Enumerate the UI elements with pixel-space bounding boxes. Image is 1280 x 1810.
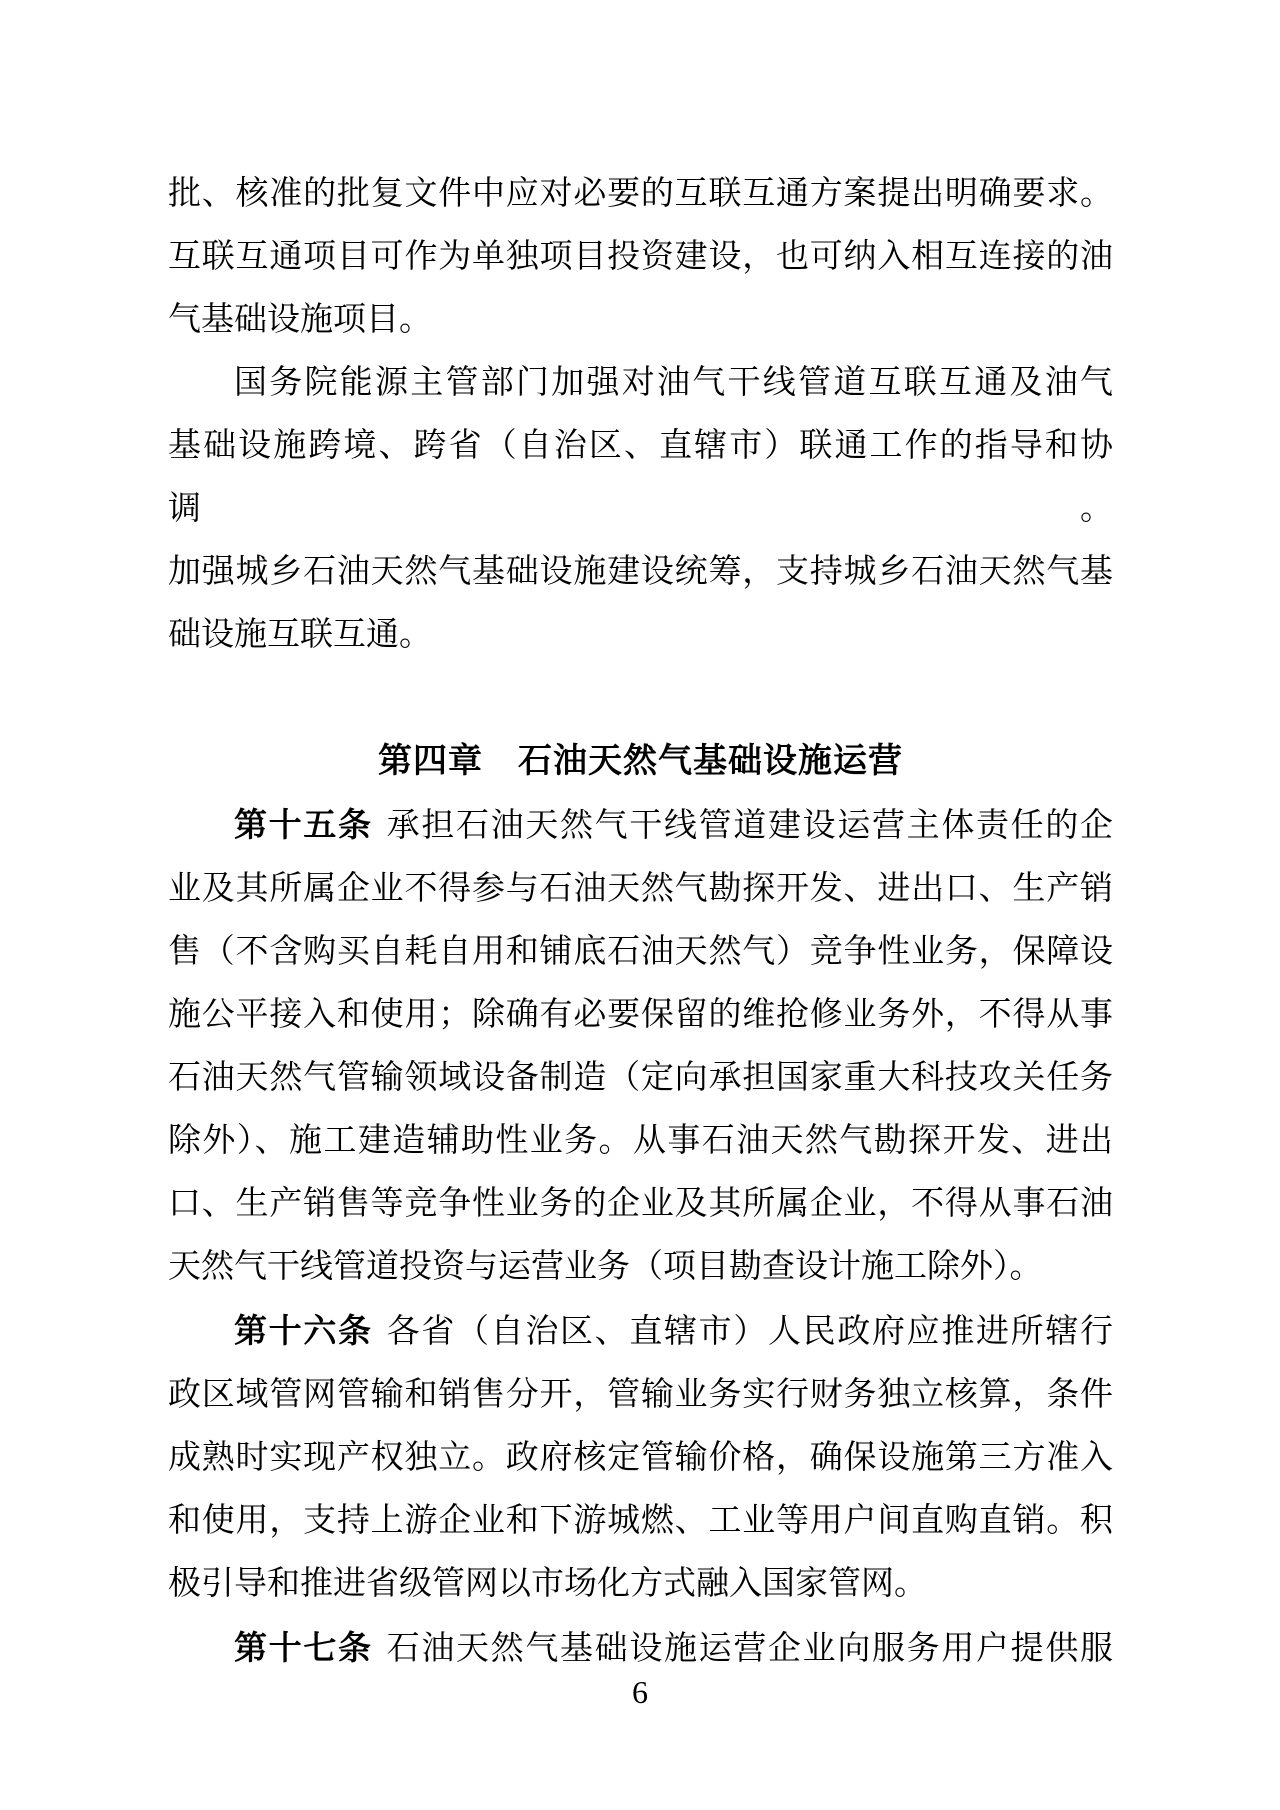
article-line-text: 石油天然气基础设施运营企业向服务用户提供服 bbox=[386, 1631, 1114, 1667]
body-line-paragraph-start: 国务院能源主管部门加强对油气干线管道互联互通及油气 bbox=[234, 365, 1113, 401]
chapter-heading: 第四章 石油天然气基础设施运营 bbox=[378, 742, 903, 780]
body-line: 成熟时实现产权独立。政府核定管输价格，确保设施第三方准入 bbox=[168, 1440, 1113, 1476]
body-line-paragraph-end: 极引导和推进省级管网以市场化方式融入国家管网。 bbox=[168, 1566, 927, 1602]
page-number: 6 bbox=[632, 1674, 648, 1710]
article-number-label: 第十七条 bbox=[234, 1629, 373, 1666]
body-line: 政区域管网管输和销售分开，管输业务实行财务独立核算，条件 bbox=[168, 1377, 1113, 1413]
body-line: 互联互通项目可作为单独项目投资建设，也可纳入相互连接的油 bbox=[168, 239, 1113, 275]
body-line: 和使用，支持上游企业和下游城燃、工业等用户间直购直销。积 bbox=[168, 1503, 1113, 1539]
body-line: 施公平接入和使用；除确有必要保留的维抢修业务外，不得从事 bbox=[168, 997, 1113, 1033]
article-number-label: 第十六条 bbox=[234, 1312, 373, 1349]
body-line: 基础设施跨境、跨省（自治区、直辖市）联通工作的指导和协调。 bbox=[168, 428, 1113, 527]
body-line: 石油天然气管输领域设备制造（定向承担国家重大科技攻关任务 bbox=[168, 1060, 1113, 1096]
body-line: 业及其所属企业不得参与石油天然气勘探开发、进出口、生产销 bbox=[168, 871, 1113, 907]
article-line-15 bbox=[168, 793, 1113, 858]
body-line: 加强城乡石油天然气基础设施建设统筹，支持城乡石油天然气基 bbox=[168, 554, 1113, 590]
body-line: 售（不含购买自耗自用和铺底石油天然气）竞争性业务，保障设 bbox=[168, 934, 1113, 970]
body-line-paragraph-end: 气基础设施项目。 bbox=[168, 302, 432, 338]
article-number-label: 第十五条 bbox=[234, 806, 373, 843]
article-line-text: 各省（自治区、直辖市）人民政府应推进所辖行 bbox=[386, 1314, 1114, 1350]
body-line: 除外）、施工建造辅助性业务。从事石油天然气勘探开发、进出 bbox=[168, 1123, 1113, 1159]
body-line-paragraph-end: 天然气干线管道投资与运营业务（项目勘查设计施工除外）。 bbox=[168, 1249, 1043, 1285]
document-body bbox=[168, 163, 1113, 1681]
body-line: 口、生产销售等竞争性业务的企业及其所属企业，不得从事石油 bbox=[168, 1186, 1113, 1222]
body-line-paragraph-end: 础设施互联互通。 bbox=[168, 617, 432, 653]
article-line-text: 承担石油天然气干线管道建设运营主体责任的企 bbox=[386, 808, 1114, 844]
article-line-16 bbox=[168, 1299, 1113, 1364]
body-line: 批、核准的批复文件中应对必要的互联互通方案提出明确要求。 bbox=[168, 176, 1113, 212]
